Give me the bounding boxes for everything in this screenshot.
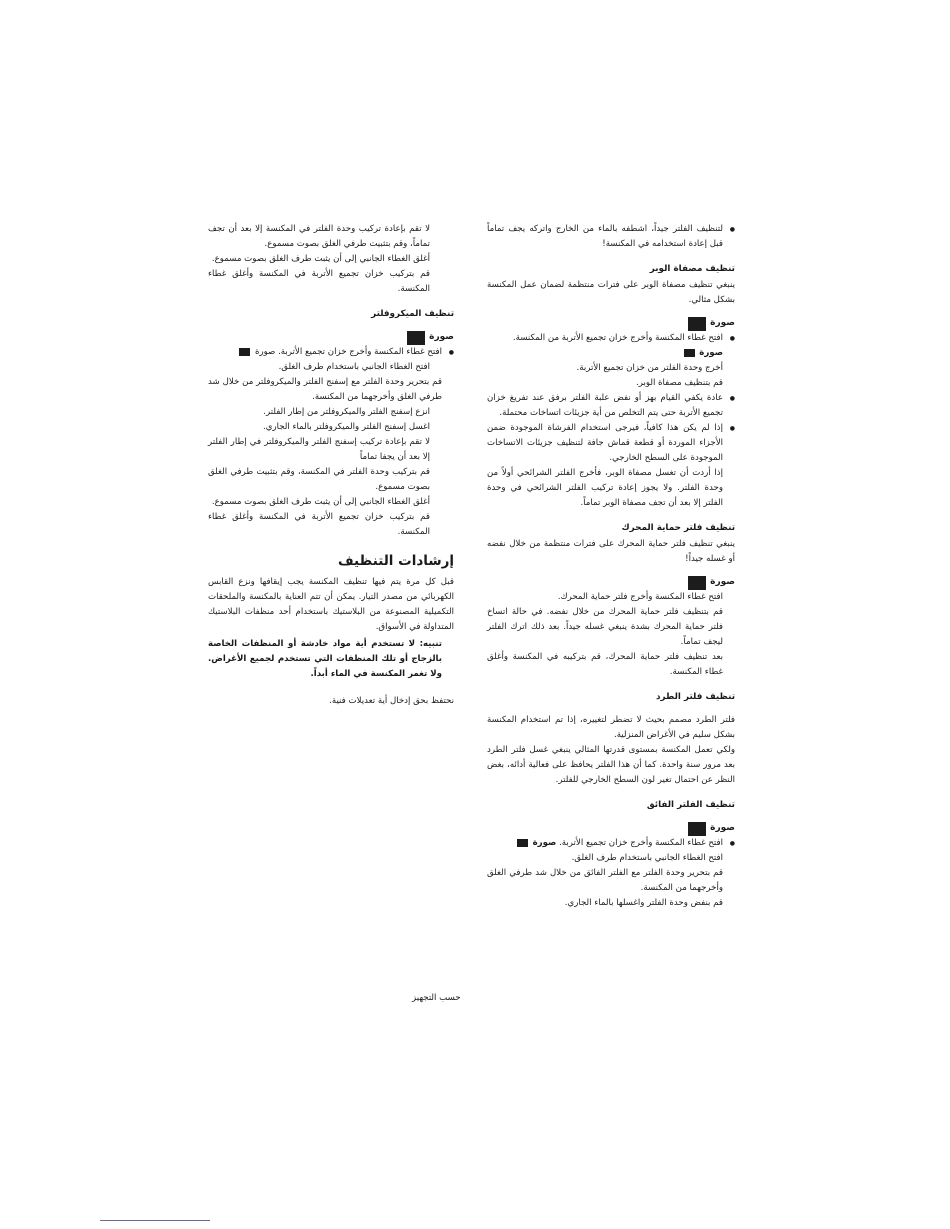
- hepa-step-1: افتح الغطاء الجانبي باستخدام طرف الغلق.: [571, 853, 723, 863]
- hepa-bullet-1-text: افتح غطاء المكنسة وأخرج خزان تجميع الأتربة.: [559, 838, 723, 848]
- micro-bullet-1-text: افتح غطاء المكنسة وأخرج خزان تجميع الأتربة.: [278, 347, 442, 357]
- lint-filter-heading: تنظيف مصفاة الوبر: [649, 264, 735, 274]
- micro-step-1: افتح الغطاء الجانبي باستخدام طرف الغلق.: [278, 362, 430, 372]
- cont-step-3: قم بتركيب خزان تجميع الأتربة في المكنسة وأغلق غطاء المكنسة.: [208, 269, 430, 294]
- motor-filter-text: ينبغي تنظيف فلتر حماية المحرك على فترات منتظمة من خلال نفضه أو غسله جيداً!: [487, 539, 735, 564]
- figure-number-box: [688, 822, 706, 836]
- figure-number-box: [684, 349, 695, 357]
- motor-step-3: بعد تنظيف فلتر حماية المحرك، قم بتركيبه في المكنسة وأغلق غطاء المكنسة.: [487, 652, 723, 677]
- figure-number-box: [688, 576, 706, 590]
- micro-step-3: انزع إسفنج الفلتر والميكروفلتر من إطار الفلتر.: [263, 407, 430, 417]
- intro-bullet: ● لتنظيف الفلتر جيداً، اشطفه بالماء من الخارج واتركه يجف تماماً قبل إعادة استخدامه في المكنسة!: [487, 222, 735, 252]
- lint-step-2: قم بتنظيف مصفاة الوبر.: [636, 378, 723, 388]
- hepa-bullet-1: [487, 836, 735, 851]
- lint-step-1: أخرج وحدة الفلتر من خزان تجميع الأتربة.: [576, 363, 723, 373]
- motor-step-2: قم بتنظيف فلتر حماية المحرك من خلال نفضه. في حالة اتساخ فلتر حماية المحرك بشدة ينبغي غسله جيداً. بعد ذلك اترك الفلتر ليجف تماماً.: [487, 607, 723, 647]
- hepa-bullet-1-figure: صورة: [532, 838, 557, 848]
- figure-number-box: [688, 317, 706, 331]
- lint-bullet-2: ● عادة يكفي القيام بهز أو نفض علبة الفلتر برفق عند تفريغ خزان تجميع الأتربة حتى يتم التخلص من أية جزيئات اتساخات محتملة.: [487, 391, 735, 421]
- figure-number-box: [407, 331, 425, 345]
- motor-filter-figure-ref: [487, 575, 735, 590]
- micro-step-4: اغسل إسفنج الفلتر والميكروفلتر بالماء الجاري.: [262, 422, 430, 432]
- figure-label: صورة: [710, 823, 735, 833]
- micro-bullet-1-figure: صورة: [254, 347, 276, 357]
- lint-bullet-1: [487, 331, 735, 361]
- hepa-step-3: قم بنفض وحدة الفلتر واغسلها بالماء الجاري.: [564, 898, 723, 908]
- figure-number-box: [239, 348, 250, 356]
- lint-filter-figure-ref: [487, 316, 735, 331]
- motor-filter-heading: تنظيف فلتر حماية المحرك: [621, 523, 735, 533]
- micro-step-8: قم بتركيب خزان تجميع الأتربة في المكنسة وأغلق غطاء المكنسة.: [208, 512, 430, 537]
- cleaning-tips-text: قبل كل مرة يتم فيها تنظيف المكنسة يجب إيقافها ونزع القابس الكهربائي من مصدر التيار. يمكن أن تتم العناية بالمكنسة والملحقات التكميلية المصنوعة من البلاستيك باستخدام أحد منظفات البلاستيك المتداولة في الأسواق.: [208, 577, 454, 632]
- lint-bullet-1-text: افتح غطاء المكنسة وأخرج خزان تجميع الأتربة من المكنسة.: [512, 333, 723, 343]
- cont-step-1: لا تقم بإعادة تركيب وحدة الفلتر في المكنسة إلا بعد أن تجف تماماً، وقم بتثبيت طرفي الغلق بصوت مسموع.: [208, 224, 430, 249]
- figure-label: صورة: [429, 332, 454, 342]
- exhaust-filter-text-1: فلتر الطرد مصمم بحيث لا تضطر لتغييره، إذا تم استخدام المكنسة بشكل سليم في الأغراض المنزلية.: [487, 715, 735, 740]
- exhaust-filter-text-2: ولكي تعمل المكنسة بمستوى قدرتها المثالي ينبغي غسل فلتر الطرد بعد مرور سنة واحدة. كما أن هذا الفلتر يحافظ على فعالية أدائه، بغض النظر عن احتمال تغير لون السطح الخارجي للفلتر.: [487, 745, 735, 785]
- cont-step-2: أغلق الغطاء الجانبي إلى أن يثبت طرف الغلق بصوت مسموع.: [211, 254, 430, 264]
- hepa-filter-figure-ref: [487, 821, 735, 836]
- left-column: [208, 222, 454, 709]
- motor-step-1: افتح غطاء المكنسة وأخرج فلتر حماية المحرك.: [557, 592, 723, 602]
- micro-step-5: لا تقم بإعادة تركيب إسفنج الفلتر والميكروفلتر في إطار الفلتر إلا بعد أن يجفا تماماً: [208, 437, 430, 462]
- technical-changes-note: نحتفظ بحق إدخال أية تعديلات فنية.: [329, 696, 454, 706]
- footer-note: حسب التجهيز: [412, 993, 461, 1003]
- cleaning-tips-heading: إرشادات التنظيف: [337, 553, 454, 569]
- microfilter-heading: تنظيف الميكروفلتر: [371, 309, 454, 319]
- micro-step-7: أغلق الغطاء الجانبي إلى أن يثبت طرف الغلق بصوت مسموع.: [211, 497, 430, 507]
- cleaning-warning: تنبيه: لا تستخدم أية مواد خادشة أو المنظفات الخاصة بالزجاج أو تلك المنظفات التي تستخدم لجميع الأغراض. ولا تغمر المكنسة في الماء أبداً.: [208, 639, 442, 679]
- figure-label: صورة: [710, 577, 735, 587]
- lint-bullet-3: ● إذا لم يكن هذا كافياً، فيرجى استخدام الفرشاة الموجودة ضمن الأجزاء الموردة أو قطعة قماش جافة لتنظيف جزيئات الاتساخات الموجودة على السطح الخارجي.: [487, 421, 735, 466]
- figure-number-box: [517, 839, 528, 847]
- lint-note: إذا أردت أن تغسل مصفاة الوبر، فأخرج الفلتر الشرائحي أولاً من وحدة الفلتر. ولا يجوز إعادة تركيب الفلتر الشرائحي في وحدة الفلتر إلا بعد أن تجف مصفاة الوبر تماماً.: [487, 468, 723, 508]
- hepa-filter-heading: تنظيف الفلتر الفائق: [646, 800, 735, 810]
- hepa-step-2: قم بتحرير وحدة الفلتر مع الفلتر الفائق من خلال شد طرفي الغلق وأخرجهما من المكنسة.: [487, 868, 723, 893]
- lint-bullet-1-figure: صورة: [699, 348, 723, 358]
- figure-label: صورة: [710, 318, 735, 328]
- exhaust-filter-heading: تنظيف فلتر الطرد: [656, 692, 735, 702]
- right-column: [487, 222, 735, 911]
- micro-step-2: قم بتحرير وحدة الفلتر مع إسفنج الفلتر والميكروفلتر من خلال شد طرفي الغلق وأخرجهما من المكنسة.: [208, 377, 442, 402]
- micro-bullet-1: [208, 345, 454, 360]
- footnote-divider: [100, 1220, 210, 1221]
- lint-filter-text: ينبغي تنظيف مصفاة الوبر على فترات منتظمة لضمان عمل المكنسة بشكل مثالي.: [487, 280, 735, 305]
- micro-step-6: قم بتركيب وحدة الفلتر في المكنسة، وقم بتثبيت طرفي الغلق بصوت مسموع.: [208, 467, 430, 492]
- microfilter-figure-ref: [208, 330, 454, 345]
